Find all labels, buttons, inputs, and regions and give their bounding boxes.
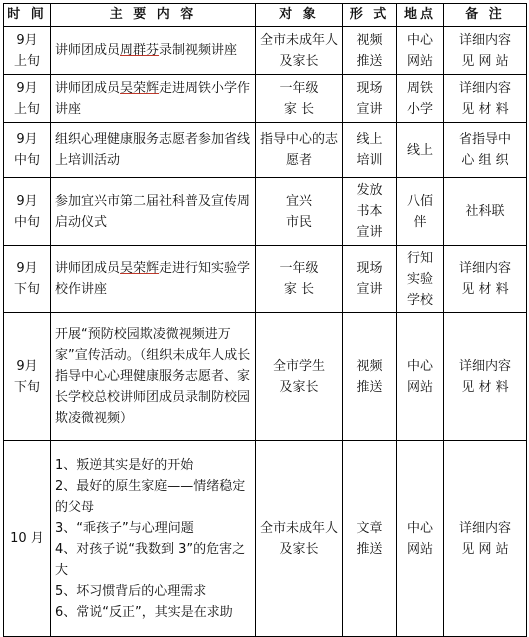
row-form: 现场 宣讲 [343, 246, 397, 313]
header-note: 备 注 [444, 4, 527, 27]
header-content: 主 要 内 容 [51, 4, 256, 27]
header-target: 对 象 [256, 4, 343, 27]
list-item: 3、“乖孩子”与心理问题 [55, 520, 194, 536]
header-form: 形 式 [343, 4, 397, 27]
header-place: 地点 [397, 4, 444, 27]
row-note: 详细内容 见 材 料 [444, 313, 527, 441]
row-note: 详细内容 见 网 站 [444, 27, 527, 75]
row-content: 组织心理健康服务志愿者参加省线上培训活动 [51, 123, 256, 178]
content-text: 录制视频讲座 [159, 43, 238, 58]
list-item: 2、最好的原生家庭——情绪稳定的父母 [55, 478, 246, 515]
header-row [4, 4, 527, 27]
row-form: 现场 宣讲 [343, 75, 397, 123]
row-content [51, 246, 256, 313]
row-content: 开展“预防校园欺凌微视频进万家”宣传活动。（组织未成年人成长指导中心心理健康服务志愿者、家长学校总校讲师团成员录制防校园欺凌微视频） [51, 313, 256, 441]
table-row [4, 123, 527, 178]
table-row [4, 178, 527, 246]
content-text: 走进行知实验学校作讲座 [55, 261, 251, 297]
content-text: 讲师团成员 [55, 261, 121, 276]
row-target: 全市学生 及家长 [256, 313, 343, 441]
content-name: 吴荣辉 [120, 80, 160, 96]
row-place: 中心 网站 [397, 441, 444, 637]
row-form: 视频 推送 [343, 313, 397, 441]
table-row [4, 75, 527, 123]
row-content [51, 27, 256, 75]
table-row [4, 27, 527, 75]
row-content: 参加宜兴市第二届社科普及宣传周启动仪式 [51, 178, 256, 246]
content-text: 讲师团成员 [55, 80, 121, 96]
row-target: 宜兴 市民 [256, 178, 343, 246]
row-place: 中心 网站 [397, 313, 444, 441]
row-time: 9月 中旬 [4, 123, 51, 178]
row-place: 线上 [397, 123, 444, 178]
content-text: 讲师团成员 [55, 43, 121, 58]
row-place: 周铁 小学 [397, 75, 444, 123]
row-note: 社科联 [444, 178, 527, 246]
header-time: 时 间 [4, 4, 51, 27]
list-item: 4、对孩子说“我数到 3”的危害之大 [55, 541, 246, 578]
row-note: 详细内容 见 网 站 [444, 441, 527, 637]
list-item: 6、常说“反正”，其实是在求助 [55, 604, 233, 620]
row-time: 9月 下旬 [4, 246, 51, 313]
table-row [4, 246, 527, 313]
row-target: 全市未成年人及家长 [256, 441, 343, 637]
table-row [4, 313, 527, 441]
table-row [4, 441, 527, 637]
row-time: 9月 上旬 [4, 27, 51, 75]
row-form: 线上 培训 [343, 123, 397, 178]
row-target: 一年级 家 长 [256, 246, 343, 313]
content-text: 走进周铁小学作讲座 [55, 80, 251, 117]
row-time: 10 月 [4, 441, 51, 637]
content-name: 周群芬 [120, 43, 160, 58]
row-note: 详细内容 见 材 料 [444, 246, 527, 313]
row-target: 一年级 家 长 [256, 75, 343, 123]
row-place: 行知 实验 学校 [397, 246, 444, 313]
row-target: 指导中心的志愿者 [256, 123, 343, 178]
content-name: 吴荣辉 [120, 261, 160, 276]
row-time: 9月 中旬 [4, 178, 51, 246]
activity-schedule-table [3, 3, 527, 637]
row-target: 全市未成年人及家长 [256, 27, 343, 75]
row-place: 中心 网站 [397, 27, 444, 75]
row-place: 八佰 伴 [397, 178, 444, 246]
row-form: 视频 推送 [343, 27, 397, 75]
row-note: 省指导中 心 组 织 [444, 123, 527, 178]
row-content-list [51, 441, 256, 637]
row-form: 文章 推送 [343, 441, 397, 637]
list-item: 5、坏习惯背后的心理需求 [55, 583, 207, 599]
row-time: 9月 上旬 [4, 75, 51, 123]
row-content [51, 75, 256, 123]
list-item: 1、叛逆其实是好的开始 [55, 457, 194, 473]
row-form: 发放 书本 宣讲 [343, 178, 397, 246]
row-note: 详细内容 见 材 料 [444, 75, 527, 123]
row-time: 9月 下旬 [4, 313, 51, 441]
